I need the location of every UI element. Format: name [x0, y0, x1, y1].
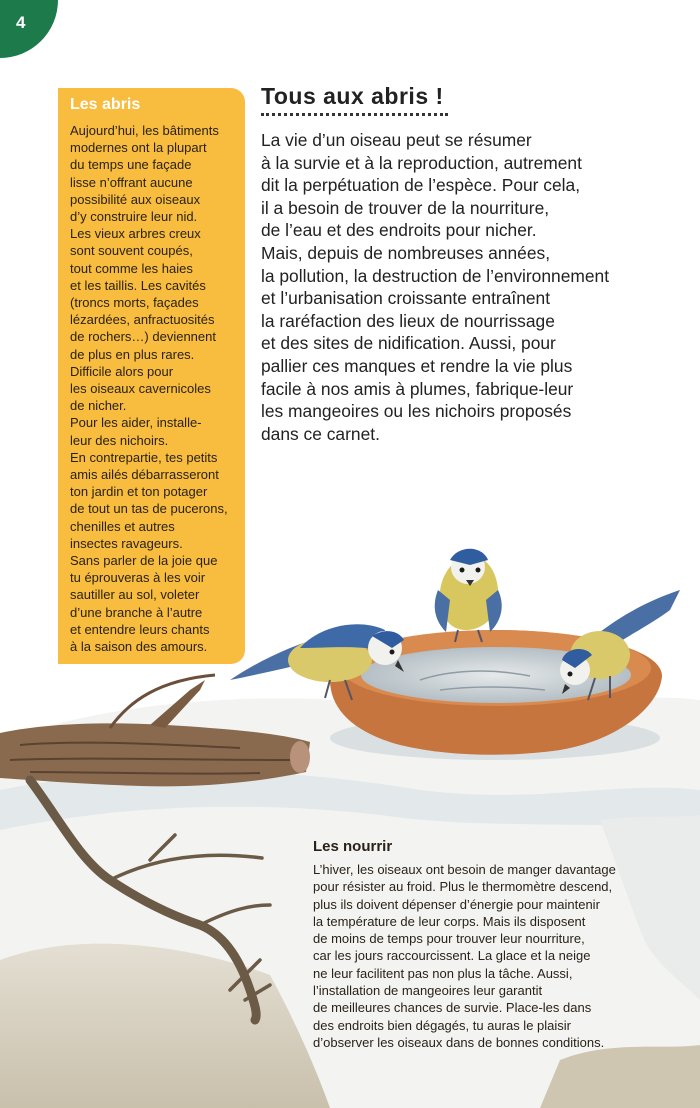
sidebar-text: Aujourd’hui, les bâtiments modernes ont la plupart du temps une façade lisse n’offrant aucune possibilité aux oiseaux d’y construire leur nid. Les vieux arbres creux sont souvent coupés, tout comme les haies et les taillis. Les cavités (troncs morts, façades lézardées, anfractuosités de rochers…) deviennent de plus en plus rares. Difficile alors pour les oiseaux cavernicoles de nicher. Pour les aider, installe- leur des nichoirs. En contrepartie, tes petits amis ailés débarrasseront ton jardin et ton potager de tout un tas de pucerons, chenilles et autres insectes ravageurs. Sans parler de la joie que tu éprouveras à les voir sautiller au sol, voleter d’une branche à l’autre et entendre leurs chants à la saison des amours. [70, 123, 228, 655]
page-number-badge [0, 0, 58, 58]
title-dotted-underline [261, 113, 448, 116]
page-title: Tous aux abris ! [261, 83, 444, 109]
blue-tit-middle [435, 549, 502, 642]
nourrir-text: L’hiver, les oiseaux ont besoin de manger davantage pour résister au froid. Plus le thermomètre descend, plus ils doivent dépenser d’énergie pour maintenir la température de leur corps. Mais ils disposent de moins de temps pour trouver leur nourriture, car les jours raccourcissent. La glace et la neige ne leur facilitent pas non plus la tâche. Aussi, l’installation de mangeoires leur garantit de meilleures chances de survie. Place-les dans des endroits bien dégagés, tu auras le plaisir d’observer les oiseaux dans de bonnes conditions. [313, 862, 616, 1050]
sidebar-heading: Les abris [70, 96, 141, 113]
page-number: 4 [16, 13, 26, 32]
nourrir-section [313, 838, 693, 1051]
nourrir-heading: Les nourrir [313, 838, 393, 855]
log-end [290, 741, 310, 773]
intro-paragraph: La vie d’un oiseau peut se résumer à la survie et à la reproduction, autrement dit la perpétuation de l’espèce. Pour cela, il a besoin de trouver de la nourriture, de l’eau et des endroits pour nicher. Mais, depuis de nombreuses années, la pollution, la destruction de l’environnement et l’urbanisation croissante entraînent la raréfaction des lieux de nourrissage et des sites de nidification. Aussi, pour pallier ces manques et rendre la vie plus facile à nos amis à plumes, fabrique-leur les mangeoires ou les nichoirs proposés dans ce carnet. [261, 130, 610, 444]
